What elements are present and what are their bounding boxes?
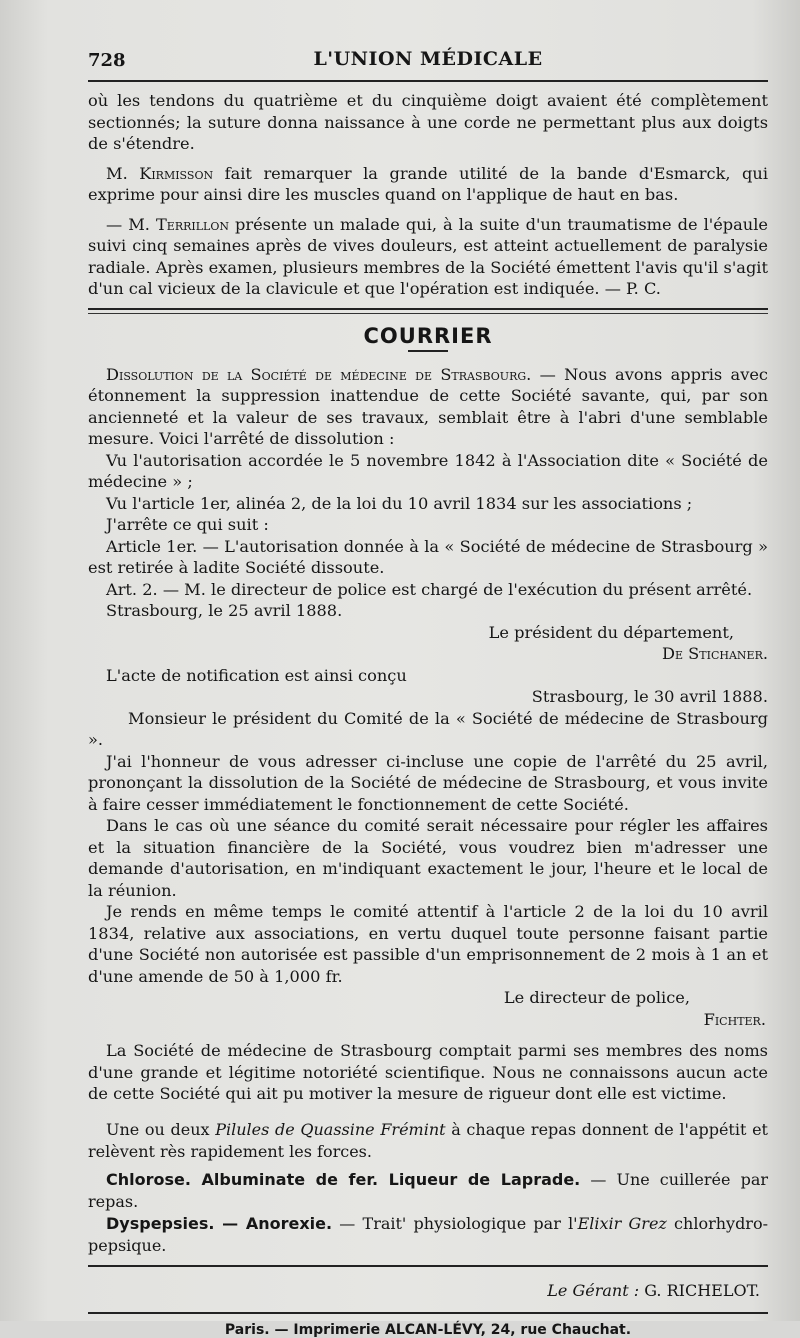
courrier-lead-heading: Dissolution de la Société de médecine de Strasbourg. [106, 364, 532, 384]
notification-date: Strasbourg, le 30 avril 1888. [531, 687, 768, 706]
courrier-lead-paragraph [88, 364, 768, 450]
closing-paragraph: La Société de médecine de Strasbourg comptait parmi ses membres des noms d'une grande et légitime notoriété scientifique. Nous ne connaissons aucun acte de cette Société qui ait pu motiver la mesure de rigueur dont elle est victime. [88, 1041, 768, 1103]
ad-pilules-pre: Une ou deux [106, 1119, 216, 1139]
notification-paragraph-2: Dans le cas où une séance du comité serait nécessaire pour régler les affaires et la situation financière de la Société, vous voudrez bien m'adresser une demande d'autorisation, en m'indiquant exactement le jour, l'heure et le local de la réunion. [88, 816, 768, 900]
notification-paragraph-1: J'ai l'honneur de vous adresser ci-incluse une copie de l'arrêté du 25 avril, prononçant la dissolution de la Société de médecine de Strasbourg, et vous invite à faire cesser immédiatement le fonctionnement de cette Société. [88, 751, 768, 814]
ad-chlorose-text: — Une cuillerée par repas. [88, 1169, 769, 1211]
ad-dyspepsies [88, 1213, 768, 1257]
author-terrillon: Terrillon [156, 214, 229, 234]
section-divider [88, 308, 768, 314]
ad-dyspepsies-post: chlorhydro-pepsique. [88, 1213, 768, 1255]
ad-dyspepsies-product: Elixir Grez [577, 1213, 667, 1233]
ad-dyspepsies-pre: — Trait' physiologique par l' [332, 1213, 578, 1233]
manager-name: G. RICHELOT. [644, 1280, 760, 1300]
ad-chlorose [88, 1169, 768, 1213]
page-header [88, 40, 768, 80]
ad-pilules-product: Pilules de Quassine Frémint [215, 1119, 446, 1139]
arrete-line-2: Vu l'article 1er, alinéa 2, de la loi du 10 avril 1834 sur les associations ; [106, 493, 693, 513]
ad-dyspepsies-heading: Dyspepsies. — Anorexie. [106, 1213, 333, 1233]
ad-pilules-post: à chaque repas donnent de l'appétit et relèvent rès rapidement les forces. [88, 1119, 768, 1161]
arrete-line-5: Art. 2. — M. le directeur de police est chargé de l'exécution du présent arrêté. [106, 579, 753, 599]
footer-rule-bottom [88, 1312, 768, 1314]
page-content [88, 40, 768, 1338]
intro-paragraph-2 [88, 163, 768, 206]
arrete-line-4: Article 1er. — L'autorisation donnée à la « Société de médecine de Strasbourg » est retirée à ladite Société dissoute. [88, 536, 768, 577]
notification-salutation: Monsieur le président du Comité de la « Société de médecine de Strasbourg ». [88, 708, 768, 749]
ad-chlorose-heading: Chlorose. Albuminate de fer. Liqueur de Laprade. [106, 1169, 581, 1189]
intro-paragraph-1: où les tendons du quatrième et du cinquième doigt avaient été complètement sectionnés; la suture donna naissance à une corde ne permettant plus aux doigts de s'étendre. [88, 91, 768, 153]
title-rule [408, 350, 448, 352]
page-number: 728 [88, 50, 126, 71]
journal-title: L'UNION MÉDICALE [313, 48, 543, 70]
ad-pilules [88, 1119, 768, 1163]
notification-paragraph-3: Je rends en même temps le comité attentif à l'article 2 de la loi du 10 avril 1834, relative aux associations, en vertu duquel toute personne faisant partie d'une Société non autorisée est passible d'un emprisonnement de 2 mois à 1 an et d'une amende de 50 à 1,000 fr. [88, 902, 768, 986]
arrete-line-3: J'arrête ce qui suit : [106, 515, 269, 534]
manager-signature [88, 1281, 768, 1300]
arrete-line-1: Vu l'autorisation accordée le 5 novembre 1842 à l'Association dite « Société de médecine » ; [88, 450, 768, 491]
courrier-lead-text: — Nous avons appris avec étonnement la suppression inattendue de cette Société savante, qui, par son ancienneté et la valeur de ses travaux, semblait être à l'abri d'une semblable mesure. Voici l'arrêté de dissolution : [88, 364, 768, 448]
signature-1-name: De Stichaner. [662, 644, 768, 663]
footer-rule-top [88, 1265, 768, 1267]
signature-2-title: Le directeur de police, [503, 988, 690, 1007]
author-kirmisson: M. Kirmisson [106, 163, 214, 183]
manager-label: Le Gérant : [547, 1280, 640, 1300]
section-title-courrier: COURRIER [363, 323, 493, 348]
printer-imprint: Paris. — Imprimerie ALCAN-LÉVY, 24, rue Chauchat. [224, 1321, 632, 1338]
signature-1-title: Le président du département, [488, 622, 734, 642]
intro-paragraph-3 [88, 214, 768, 300]
signature-2-name: Fichter. [703, 1009, 766, 1029]
intro-paragraph-3-prefix: — M. [106, 214, 156, 234]
notification-intro: L'acte de notification est ainsi conçu [106, 665, 407, 685]
arrete-line-6: Strasbourg, le 25 avril 1888. [106, 601, 343, 620]
intro-paragraph-3-text: présente un malade qui, à la suite d'un traumatisme de l'épaule suivi cinq semaines après de vives douleurs, est atteint actuellement de paralysie radiale. Après examen, plusieurs membres de la Société émettent l'avis qu'il s'agit d'un cal vicieux de la clavicule et que l'opération est indiquée. — P. C. [88, 214, 768, 298]
intro-paragraph-2-text: fait remarquer la grande utilité de la bande d'Esmarck, qui exprime pour ainsi dire les muscles quand on l'applique de haut en bas. [88, 163, 769, 204]
